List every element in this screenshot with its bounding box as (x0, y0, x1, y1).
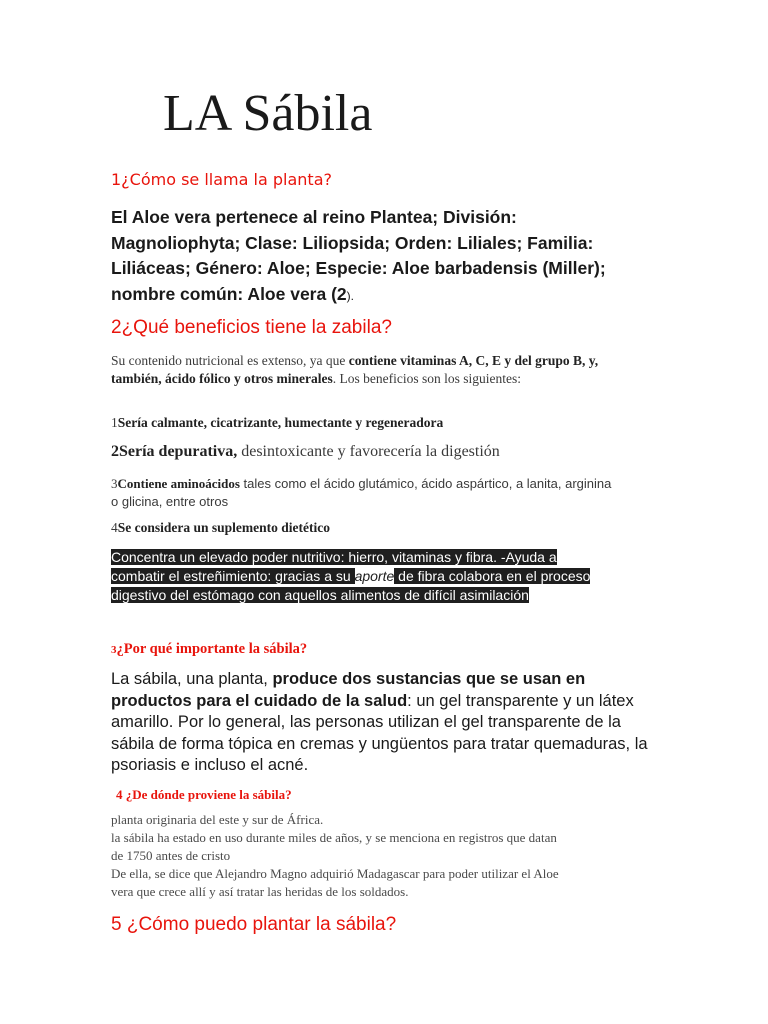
answer-4-line-3: de 1750 antes de cristo (111, 848, 231, 863)
benefit-item-2-number: 2 (111, 443, 119, 460)
benefits-intro-bold: contiene vitaminas A, C, E y del grupo B, y, también, ácido fólico y otros minerales (111, 353, 599, 386)
answer-3-paragraph (111, 669, 651, 777)
highlighted-paragraph (111, 548, 631, 605)
answer-4-line-2: la sábila ha estado en uso durante miles de años, y se menciona en registros que datan (111, 830, 557, 845)
benefits-intro-paragraph (111, 352, 621, 388)
answer-3-c: : un gel transparente y un látex amarillo. Por lo general, las personas utilizan el gel transparente de la sábila de forma tópica en cremas y ungüentos para tratar quemaduras, la psoriasis e incluso el acné. (111, 691, 648, 774)
benefit-item-4-bold: Se considera un suplemento dietético (117, 520, 330, 535)
benefit-item-2 (111, 443, 621, 461)
answer-4-line-5: vera que crece allí y así tratar las heridas de los soldados. (111, 884, 409, 899)
page-title: LA Sábila (163, 85, 373, 142)
question-3-label: ¿Por qué importante la sábila? (116, 641, 308, 657)
question-5-heading: 5 ¿Cómo puedo plantar la sábila? (111, 914, 397, 935)
benefit-item-3 (111, 475, 621, 511)
benefit-item-3-text: tales como el ácido glutámico, ácido aspártico, a lanita, arginina o glicina, entre otros (111, 476, 612, 509)
highlight-line-2-aporte: aporte (354, 568, 395, 584)
answer-1-paragraph (111, 205, 611, 309)
answer-4-paragraph (111, 811, 651, 901)
answer-3-bold: produce dos sustancias que se usan en productos para el cuidado de la salud (111, 670, 586, 710)
benefits-intro-c: . Los beneficios son los siguientes: (332, 371, 521, 386)
benefit-item-3-number: 3 (111, 476, 118, 491)
question-3-heading (111, 641, 307, 658)
benefit-item-4 (111, 520, 621, 536)
highlight-line-1: Concentra un elevado poder nutritivo: hierro, vitaminas y fibra. -Ayuda a (111, 549, 557, 565)
benefit-item-1-number: 1 (111, 415, 118, 430)
benefit-item-1-text: Sería calmante, cicatrizante, humectante y regeneradora (117, 415, 444, 430)
question-3-number: 3 (111, 644, 117, 656)
question-2-heading: 2¿Qué beneficios tiene la zabila? (111, 317, 392, 338)
benefit-item-4-number: 4 (111, 520, 118, 535)
question-1-heading: 1¿Cómo se llama la planta? (111, 170, 332, 189)
highlight-line-2c: de fibra colabora en el proceso (394, 568, 591, 584)
benefit-item-1 (111, 415, 621, 431)
answer-1-text: El Aloe vera pertenece al reino Plantea; División: Magnoliophyta; Clase: Liliopsida; Orden: Liliales; Familia: Liliáceas; Género: Aloe; Especie: Aloe barbadensis (Miller); nombre común: Aloe vera (2 (111, 207, 606, 304)
benefit-item-2-bold: Sería depurativa, (119, 443, 238, 460)
answer-3-a: La sábila, una planta, (111, 670, 273, 688)
benefit-item-3-bold: Contiene aminoácidos (117, 476, 240, 491)
benefit-item-2-text: desintoxicante y favorecería la digestión (237, 443, 500, 460)
answer-4-line-1: planta originaria del este y sur de África. (111, 812, 324, 827)
answer-1-tail: ). (346, 288, 354, 303)
benefits-intro-a: Su contenido nutricional es extenso, ya que (111, 353, 349, 368)
highlight-line-2a: combatir el estreñimiento: gracias a su (111, 568, 355, 584)
answer-4-line-4: De ella, se dice que Alejandro Magno adquirió Madagascar para poder utilizar el Aloe (111, 866, 559, 881)
highlight-line-3: digestivo del estómago con aquellos alimentos de difícil asimilación (111, 587, 529, 603)
question-4-heading: 4 ¿De dónde proviene la sábila? (116, 787, 292, 802)
